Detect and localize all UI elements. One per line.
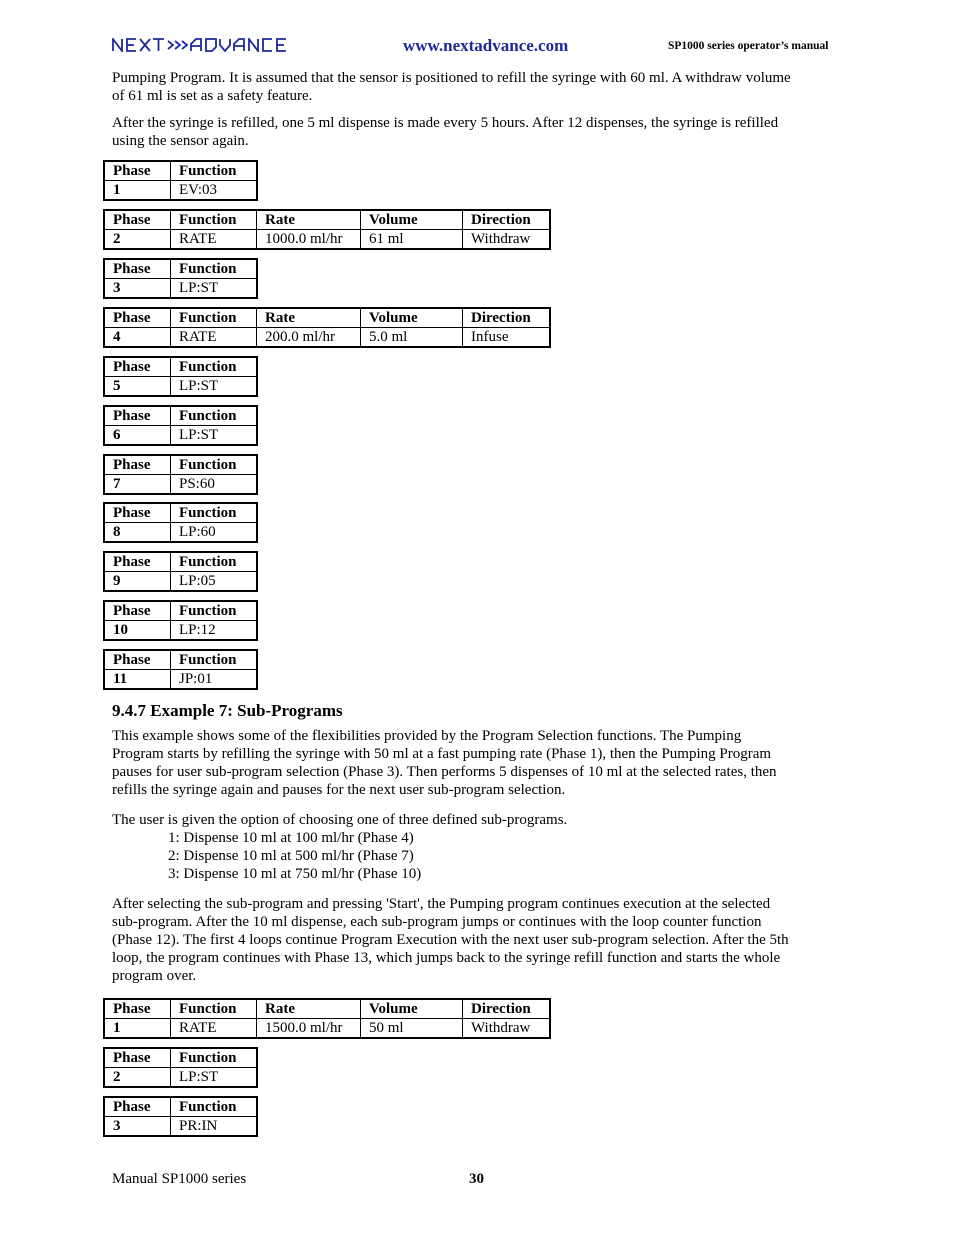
section-heading: 9.4.7 Example 7: Sub-Programs [112, 701, 343, 720]
phase-header: Phase [104, 552, 171, 572]
function-header: Function [171, 650, 258, 670]
direction-value: Infuse [463, 328, 551, 348]
phase-header: Phase [104, 161, 171, 181]
function-header: Function [171, 406, 258, 426]
volume-header: Volume [361, 210, 463, 230]
header-manual-title: SP1000 series operator’s manual [668, 40, 829, 52]
intro-paragraph-2: After the syringe is refilled, one 5 ml dispense is made every 5 hours. After 12 dispenses, the syringe is refilled using the sensor again. [112, 115, 779, 149]
function-value: RATE [171, 230, 257, 250]
volume-value: 5.0 ml [361, 328, 463, 348]
phase-table [103, 356, 258, 397]
rate-value: 200.0 ml/hr [257, 328, 361, 348]
footer-manual-name: Manual SP1000 series [112, 1171, 247, 1187]
section-paragraph-2: The user is given the option of choosing one of three defined sub-programs. [112, 812, 568, 828]
phase-table [103, 998, 551, 1039]
phase-table [103, 551, 258, 592]
function-value: PS:60 [171, 475, 258, 495]
phase-header: Phase [104, 503, 171, 523]
direction-header: Direction [463, 999, 551, 1019]
phase-table [103, 209, 551, 250]
phase-header: Phase [104, 357, 171, 377]
phase-header: Phase [104, 455, 171, 475]
phase-header: Phase [104, 650, 171, 670]
function-value: EV:03 [171, 181, 258, 201]
rate-header: Rate [257, 308, 361, 328]
function-header: Function [171, 455, 258, 475]
phase-table [103, 1047, 258, 1088]
function-value: LP:ST [171, 1068, 258, 1088]
phase-table [103, 502, 258, 543]
phase-value: 6 [113, 426, 121, 443]
phase-header: Phase [104, 308, 171, 328]
rate-header: Rate [257, 210, 361, 230]
brand-logo-icon [112, 38, 304, 52]
function-value: RATE [171, 328, 257, 348]
function-header: Function [171, 357, 258, 377]
phase-header: Phase [104, 999, 171, 1019]
phase-table [103, 649, 258, 690]
function-header: Function [171, 503, 258, 523]
phase-value: 10 [113, 621, 128, 638]
volume-header: Volume [361, 308, 463, 328]
function-header: Function [171, 161, 258, 181]
section-paragraph-3: After selecting the sub-program and pressing 'Start', the Pumping program continues execution at the selected sub-program. After the 10 ml dispense, each sub-program jumps or continues with the loop counter function (Phase 12). The first 4 loops continue Program Execution with the next user sub-program selection. After the 5th loop, the program continues with Phase 13, which jumps back to the syringe refill function and starts the whole program over. [112, 896, 789, 984]
phase-table [103, 454, 258, 495]
phase-value: 11 [113, 670, 128, 687]
phase-table [103, 307, 551, 348]
phase-header: Phase [104, 259, 171, 279]
section-paragraph-1: This example shows some of the flexibilities provided by the Program Selection functions. The Pumping Program starts by refilling the syringe with 50 ml at a fast pumping rate (Phase 1), then the Pumping Program pauses for user sub-program selection (Phase 3). Then performs 5 dispenses of 10 ml at the selected rates, then refills the syringe again and pauses for the next user sub-program selection. [112, 728, 777, 798]
direction-value: Withdraw [463, 230, 551, 250]
volume-header: Volume [361, 999, 463, 1019]
brand-logo [112, 38, 304, 52]
direction-value: Withdraw [463, 1019, 551, 1039]
rate-value: 1500.0 ml/hr [257, 1019, 361, 1039]
function-header: Function [171, 259, 258, 279]
phase-header: Phase [104, 601, 171, 621]
function-value: LP:ST [171, 426, 258, 446]
function-value: RATE [171, 1019, 257, 1039]
phase-header: Phase [104, 1097, 171, 1117]
phase-header: Phase [104, 406, 171, 426]
phase-table [103, 258, 258, 299]
sub-program-option: 3: Dispense 10 ml at 750 ml/hr (Phase 10) [168, 866, 422, 882]
function-header: Function [171, 1097, 258, 1117]
function-header: Function [171, 308, 257, 328]
phase-table [103, 160, 258, 201]
sub-program-option: 1: Dispense 10 ml at 100 ml/hr (Phase 4) [168, 830, 414, 846]
function-value: LP:ST [171, 279, 258, 299]
function-value: LP:12 [171, 621, 258, 641]
phase-header: Phase [104, 210, 171, 230]
volume-value: 50 ml [361, 1019, 463, 1039]
function-value: PR:IN [171, 1117, 258, 1137]
phase-value: 4 [113, 328, 121, 345]
phase-value: 2 [113, 230, 121, 247]
phase-table [103, 405, 258, 446]
function-value: LP:05 [171, 572, 258, 592]
function-header: Function [171, 552, 258, 572]
function-header: Function [171, 1048, 258, 1068]
phase-value: 3 [113, 279, 121, 296]
phase-value: 3 [113, 1117, 121, 1134]
direction-header: Direction [463, 210, 551, 230]
phase-value: 8 [113, 523, 121, 540]
phase-value: 7 [113, 475, 121, 492]
rate-header: Rate [257, 999, 361, 1019]
phase-value: 1 [113, 181, 121, 198]
direction-header: Direction [463, 308, 551, 328]
intro-paragraph-1: Pumping Program. It is assumed that the sensor is positioned to refill the syringe with 60 ml. A withdraw volume of 61 ml is set as a safety feature. [112, 70, 791, 104]
sub-program-option: 2: Dispense 10 ml at 500 ml/hr (Phase 7) [168, 848, 414, 864]
phase-table [103, 600, 258, 641]
page-number: 30 [469, 1171, 484, 1187]
function-header: Function [171, 999, 257, 1019]
phase-value: 9 [113, 572, 121, 589]
phase-table [103, 1096, 258, 1137]
function-value: LP:60 [171, 523, 258, 543]
function-header: Function [171, 210, 257, 230]
volume-value: 61 ml [361, 230, 463, 250]
phase-value: 5 [113, 377, 121, 394]
function-value: JP:01 [171, 670, 258, 690]
phase-header: Phase [104, 1048, 171, 1068]
phase-value: 2 [113, 1068, 121, 1085]
header-url-link[interactable]: www.nextadvance.com [403, 36, 569, 55]
function-header: Function [171, 601, 258, 621]
function-value: LP:ST [171, 377, 258, 397]
rate-value: 1000.0 ml/hr [257, 230, 361, 250]
phase-value: 1 [113, 1019, 121, 1036]
